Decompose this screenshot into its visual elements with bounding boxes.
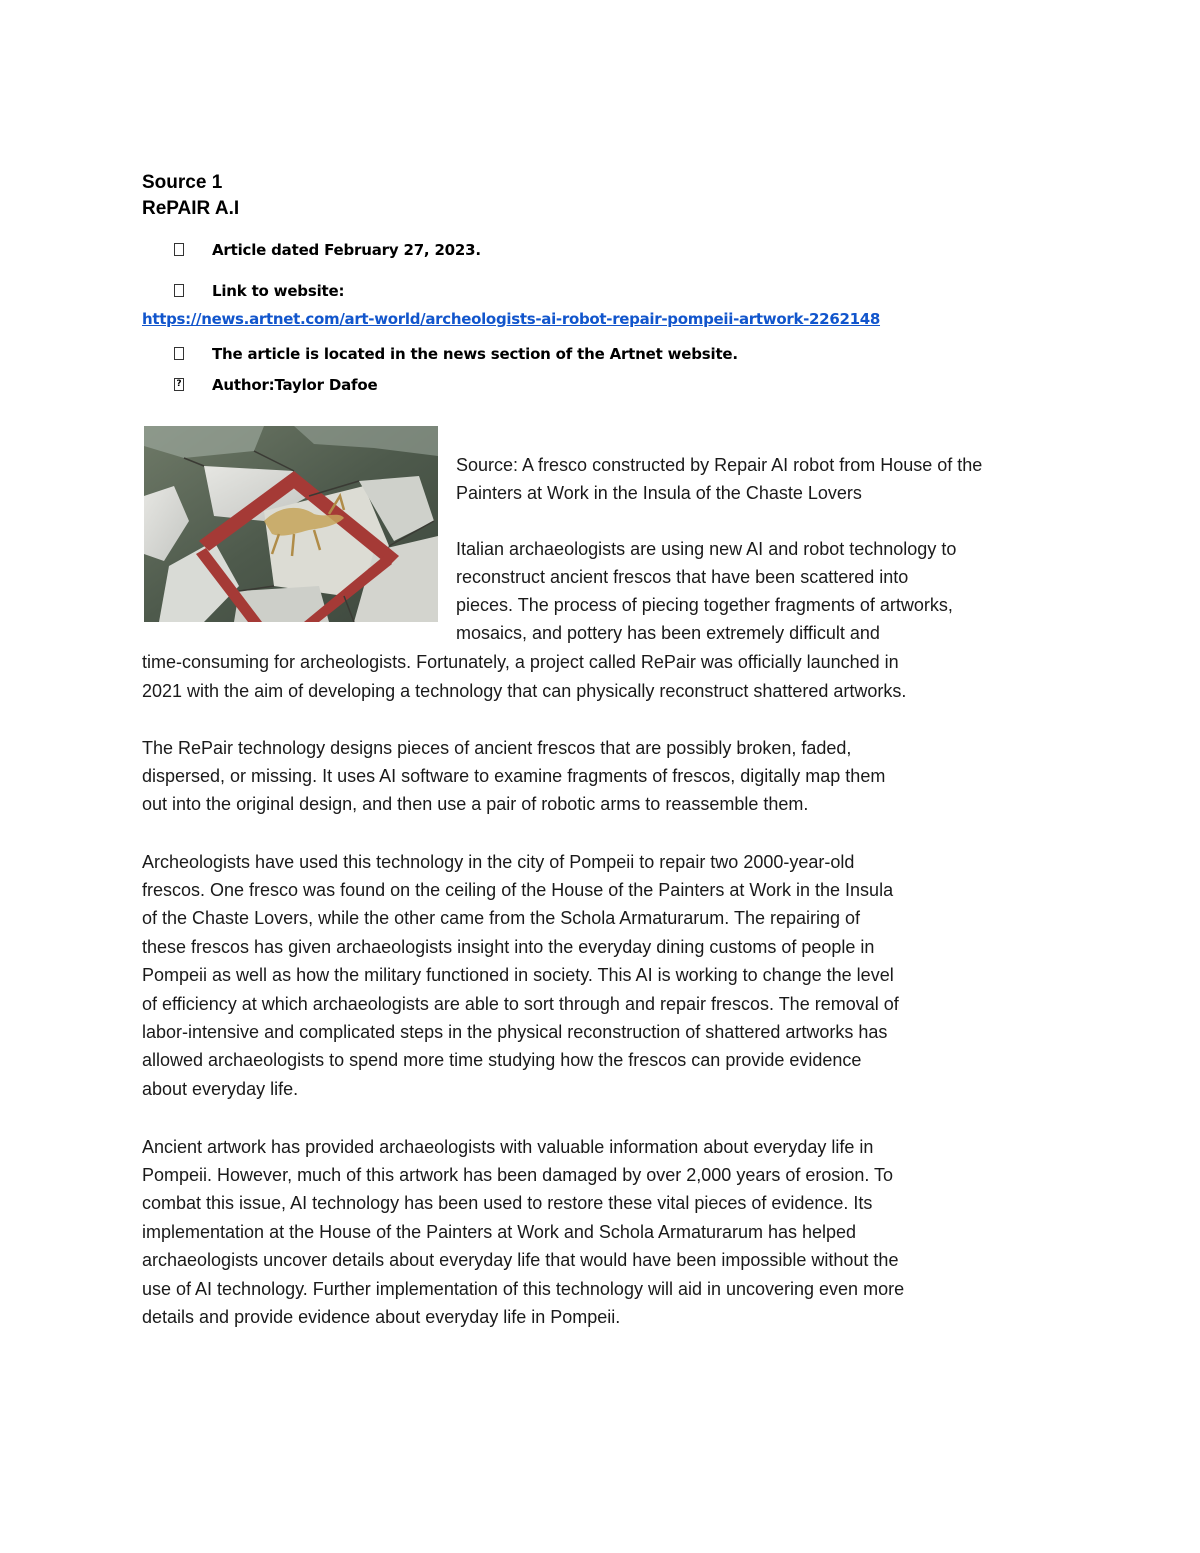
paragraph-line: of the Chaste Lovers, while the other came from the Schola Armaturarum. The repairing of: [142, 908, 861, 928]
paragraph-line: The RePair technology designs pieces of ancient frescos that are possibly broken, faded,: [142, 738, 852, 758]
paragraph-line: implementation at the House of the Painters at Work and Schola Armaturarum has helped: [142, 1222, 857, 1242]
paragraph-line: Ancient artwork has provided archaeologists with valuable information about everyday life in: [142, 1137, 874, 1157]
paragraph-line: dispersed, or missing. It uses AI software to examine fragments of frescos, digitally map them: [142, 766, 886, 786]
missing-glyph-icon: [174, 284, 184, 297]
paragraph-line: about everyday life.: [142, 1079, 299, 1099]
bullet-item-location: [0, 345, 1200, 367]
paragraph-line: these frescos has given archaeologists insight into the everyday dining customs of people in: [142, 937, 875, 957]
bullet-text: Author:Taylor Dafoe: [212, 376, 378, 394]
paragraph-line: frescos. One fresco was found on the ceiling of the House of the Painters at Work in the Insula: [142, 880, 894, 900]
caption-line: Source: A fresco constructed by Repair AI robot from House of the: [456, 455, 983, 475]
paragraph-line: Italian archaeologists are using new AI and robot technology to: [456, 539, 957, 559]
paragraph-line: archaeologists uncover details about everyday life that would have been impossible without the: [142, 1250, 899, 1270]
source-number-heading: Source 1: [142, 172, 223, 193]
paragraph-line: Pompeii as well as how the military functioned in society. This AI is working to change the level: [142, 965, 894, 985]
paragraph-line: Archeologists have used this technology in the city of Pompeii to repair two 2000-year-old: [142, 852, 855, 872]
paragraph-line: 2021 with the aim of developing a technology that can physically reconstruct shattered artworks.: [142, 681, 907, 701]
paragraph-line: combat this issue, AI technology has been used to restore these vital pieces of evidence. Its: [142, 1193, 873, 1213]
bullet-text: The article is located in the news section of the Artnet website.: [212, 345, 738, 363]
paragraph-line: reconstruct ancient frescos that have been scattered into: [456, 567, 909, 587]
paragraph-line: pieces. The process of piecing together fragments of artworks,: [456, 595, 953, 615]
missing-glyph-icon: [174, 243, 184, 256]
paragraph-line: out into the original design, and then use a pair of robotic arms to reassemble them.: [142, 794, 809, 814]
article-link[interactable]: https://news.artnet.com/art-world/archeologists-ai-robot-repair-pompeii-artwork-2262148: [142, 310, 881, 328]
paragraph-line: Pompeii. However, much of this artwork has been damaged by over 2,000 years of erosion. To: [142, 1165, 894, 1185]
paragraph-line: details and provide evidence about everyday life in Pompeii.: [142, 1307, 621, 1327]
paragraph-line: time-consuming for archeologists. Fortunately, a project called RePair was officially launched in: [142, 652, 899, 672]
bullet-text: Article dated February 27, 2023.: [212, 241, 481, 259]
paragraph-line: allowed archaeologists to spend more time studying how the frescos can provide evidence: [142, 1050, 862, 1070]
paragraph-line: of efficiency at which archaeologists are able to sort through and repair frescos. The removal of: [142, 994, 899, 1014]
missing-glyph-icon: ?: [174, 378, 184, 391]
bullet-item-author: [0, 376, 1200, 398]
paragraph-line: labor-intensive and complicated steps in the physical reconstruction of shattered artworks has: [142, 1022, 888, 1042]
bullet-item-date: [0, 241, 1200, 263]
article-title: RePAIR A.I: [142, 198, 240, 219]
bullet-text: Link to website:: [212, 282, 345, 300]
fresco-photo: [144, 426, 438, 622]
paragraph-line: mosaics, and pottery has been extremely difficult and: [456, 623, 880, 643]
caption-line: Painters at Work in the Insula of the Chaste Lovers: [456, 483, 862, 503]
bullet-item-link-label: [0, 282, 1200, 304]
paragraph-line: use of AI technology. Further implementation of this technology will aid in uncovering even more: [142, 1279, 905, 1299]
missing-glyph-icon: [174, 347, 184, 360]
